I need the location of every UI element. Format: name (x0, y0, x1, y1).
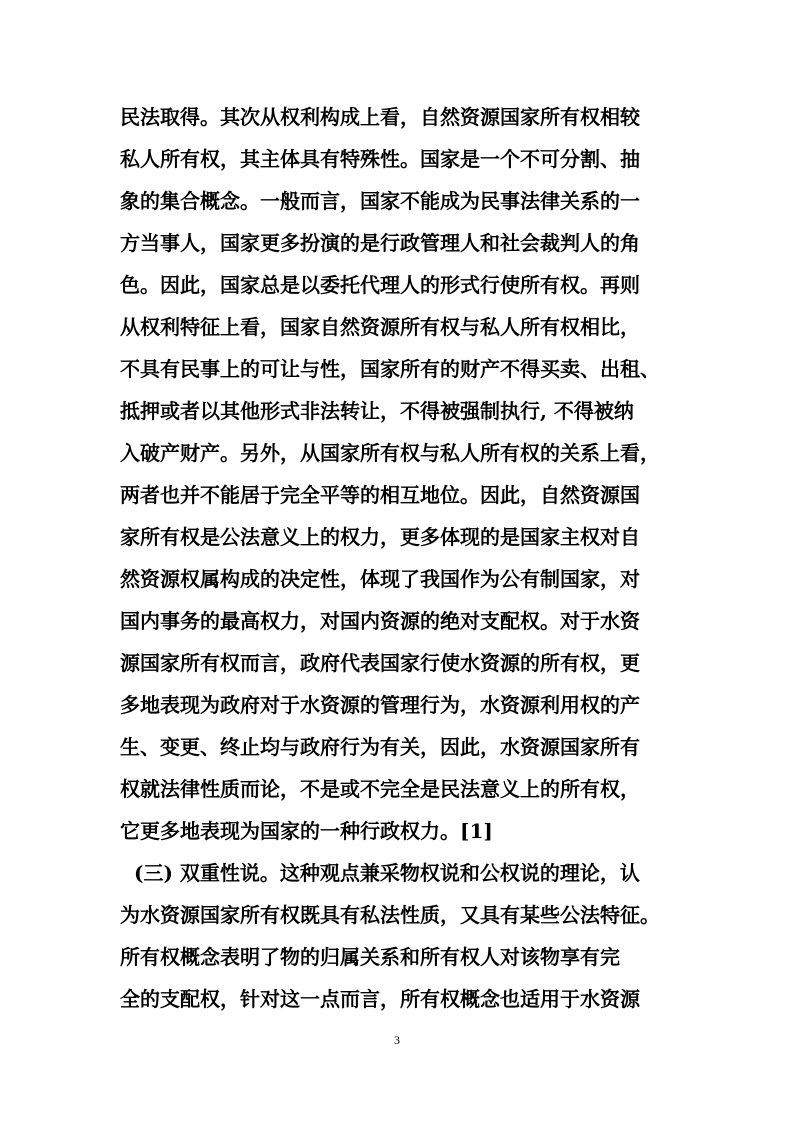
text-line: 生、变更、终止均与政府行为有关，因此，水资源国家所有 (120, 735, 640, 759)
text-line: 权就法律性质而论，不是或不完全是民法意义上的所有权， (120, 777, 640, 801)
text-line: 国内事务的最高权力，对国内资源的绝对支配权。对于水资 (120, 609, 640, 633)
text-line: 私人所有权，其主体具有特殊性。国家是一个不可分割、抽 (120, 147, 640, 171)
text-line: 民法取得。其次从权利构成上看，自然资源国家所有权相较 (120, 105, 640, 129)
text-line: 抵押或者以其他形式非法转让，不得被强制执行, 不得被纳 (120, 399, 634, 423)
text-line: 象的集合概念。一般而言，国家不能成为民事法律关系的一 (120, 189, 640, 213)
text-line: 色。因此，国家总是以委托代理人的形式行使所有权。再则 (120, 273, 640, 297)
section-heading-line: (三) 双重性说。这种观点兼采物权说和公权说的理论，认 (134, 861, 640, 885)
text-line: 从权利特征上看，国家自然资源所有权与私人所有权相比， (120, 315, 640, 339)
text-line: 所有权概念表明了物的归属关系和所有权人对该物享有完 (120, 945, 620, 969)
text-line: 入破产财产。另外，从国家所有权与私人所有权的关系上看， (120, 441, 660, 465)
text-line: 不具有民事上的可让与性，国家所有的财产不得买卖、出租、 (120, 357, 660, 381)
text-line: 两者也并不能居于完全平等的相互地位。因此，自然资源国 (120, 483, 640, 507)
text-line: 方当事人，国家更多扮演的是行政管理人和社会裁判人的角 (120, 231, 640, 255)
text-line: 家所有权是公法意义上的权力，更多体现的是国家主权对自 (120, 525, 640, 549)
page-number: 3 (394, 1033, 400, 1047)
text-line: 然资源权属构成的决定性，体现了我国作为公有制国家，对 (120, 567, 640, 591)
text-line: 全的支配权，针对这一点而言，所有权概念也适用于水资源 (120, 987, 640, 1011)
text-line: 为水资源国家所有权既具有私法性质，又具有某些公法特征。 (120, 903, 660, 927)
text-line: 它更多地表现为国家的一种行政权力。[1] (120, 819, 493, 843)
text-line: 多地表现为政府对于水资源的管理行为，水资源利用权的产 (120, 693, 640, 717)
text-line: 源国家所有权而言，政府代表国家行使水资源的所有权，更 (120, 651, 640, 675)
